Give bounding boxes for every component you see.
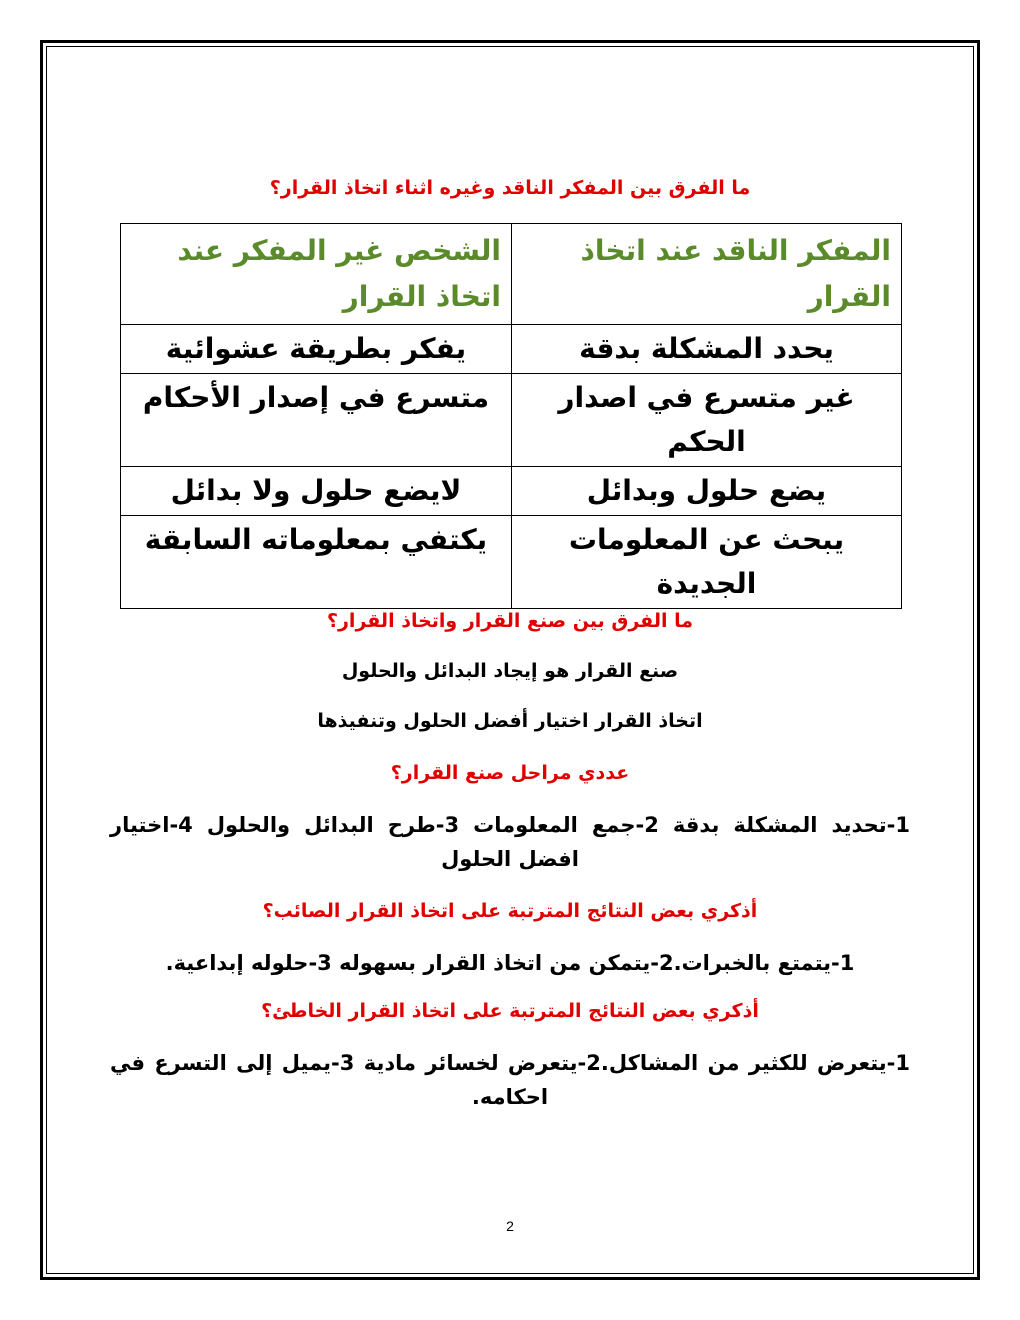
definition-decision-making: صنع القرار هو إيجاد البدائل والحلول <box>341 660 679 682</box>
table-cell: يكتفي بمعلوماته السابقة <box>121 516 512 609</box>
table-header-row <box>121 224 902 325</box>
table-cell: يحدد المشكلة بدقة <box>512 325 902 374</box>
heading-stages: عددي مراحل صنع القرار؟ <box>390 762 630 784</box>
heading-critical-thinker-question: ما الفرق بين المفكر الناقد وغيره اثناء اتخاذ القرار؟ <box>269 177 751 199</box>
heading-correct-decision-results: أذكري بعض النتائج المترتبة على اتخاذ القرار الصائب؟ <box>262 900 758 922</box>
table-row <box>121 325 902 374</box>
table-cell: يفكر بطريقة عشوائية <box>121 325 512 374</box>
table-cell: لايضع حلول ولا بدائل <box>121 467 512 516</box>
heading-wrong-decision-results: أذكري بعض النتائج المترتبة على اتخاذ القرار الخاطئ؟ <box>261 1000 759 1022</box>
heading-making-vs-taking: ما الفرق بين صنع القرار واتخاذ القرار؟ <box>326 610 694 632</box>
table-cell: يبحث عن المعلومات الجديدة <box>512 516 902 609</box>
table-row <box>121 467 902 516</box>
table-row <box>121 516 902 609</box>
wrong-results-answer: 1-يتعرض للكثير من المشاكل.2-يتعرض لخسائر مادية 3-يميل إلى التسرع في احكامه. <box>110 1051 910 1109</box>
comparison-table <box>120 223 902 609</box>
definition-decision-taking: اتخاذ القرار اختيار أفضل الحلول وتنفيذها <box>317 710 703 732</box>
table-cell: غير متسرع في اصدار الحكم <box>512 374 902 467</box>
table-cell: متسرع في إصدار الأحكام <box>121 374 512 467</box>
table-row <box>121 374 902 467</box>
header-non-thinker: الشخص غير المفكر عند اتخاذ القرار <box>121 224 512 325</box>
correct-results-answer: 1-يتمتع بالخبرات.2-يتمكن من اتخاذ القرار بسهوله 3-حلوله إبداعية. <box>165 951 855 975</box>
stages-answer: 1-تحديد المشكلة بدقة 2-جمع المعلومات 3-طرح البدائل والحلول 4-اختيار افضل الحلول <box>110 813 911 871</box>
header-critical-thinker: المفكر الناقد عند اتخاذ القرار <box>512 224 902 325</box>
table-cell: يضع حلول وبدائل <box>512 467 902 516</box>
page-number: 2 <box>506 1218 514 1234</box>
